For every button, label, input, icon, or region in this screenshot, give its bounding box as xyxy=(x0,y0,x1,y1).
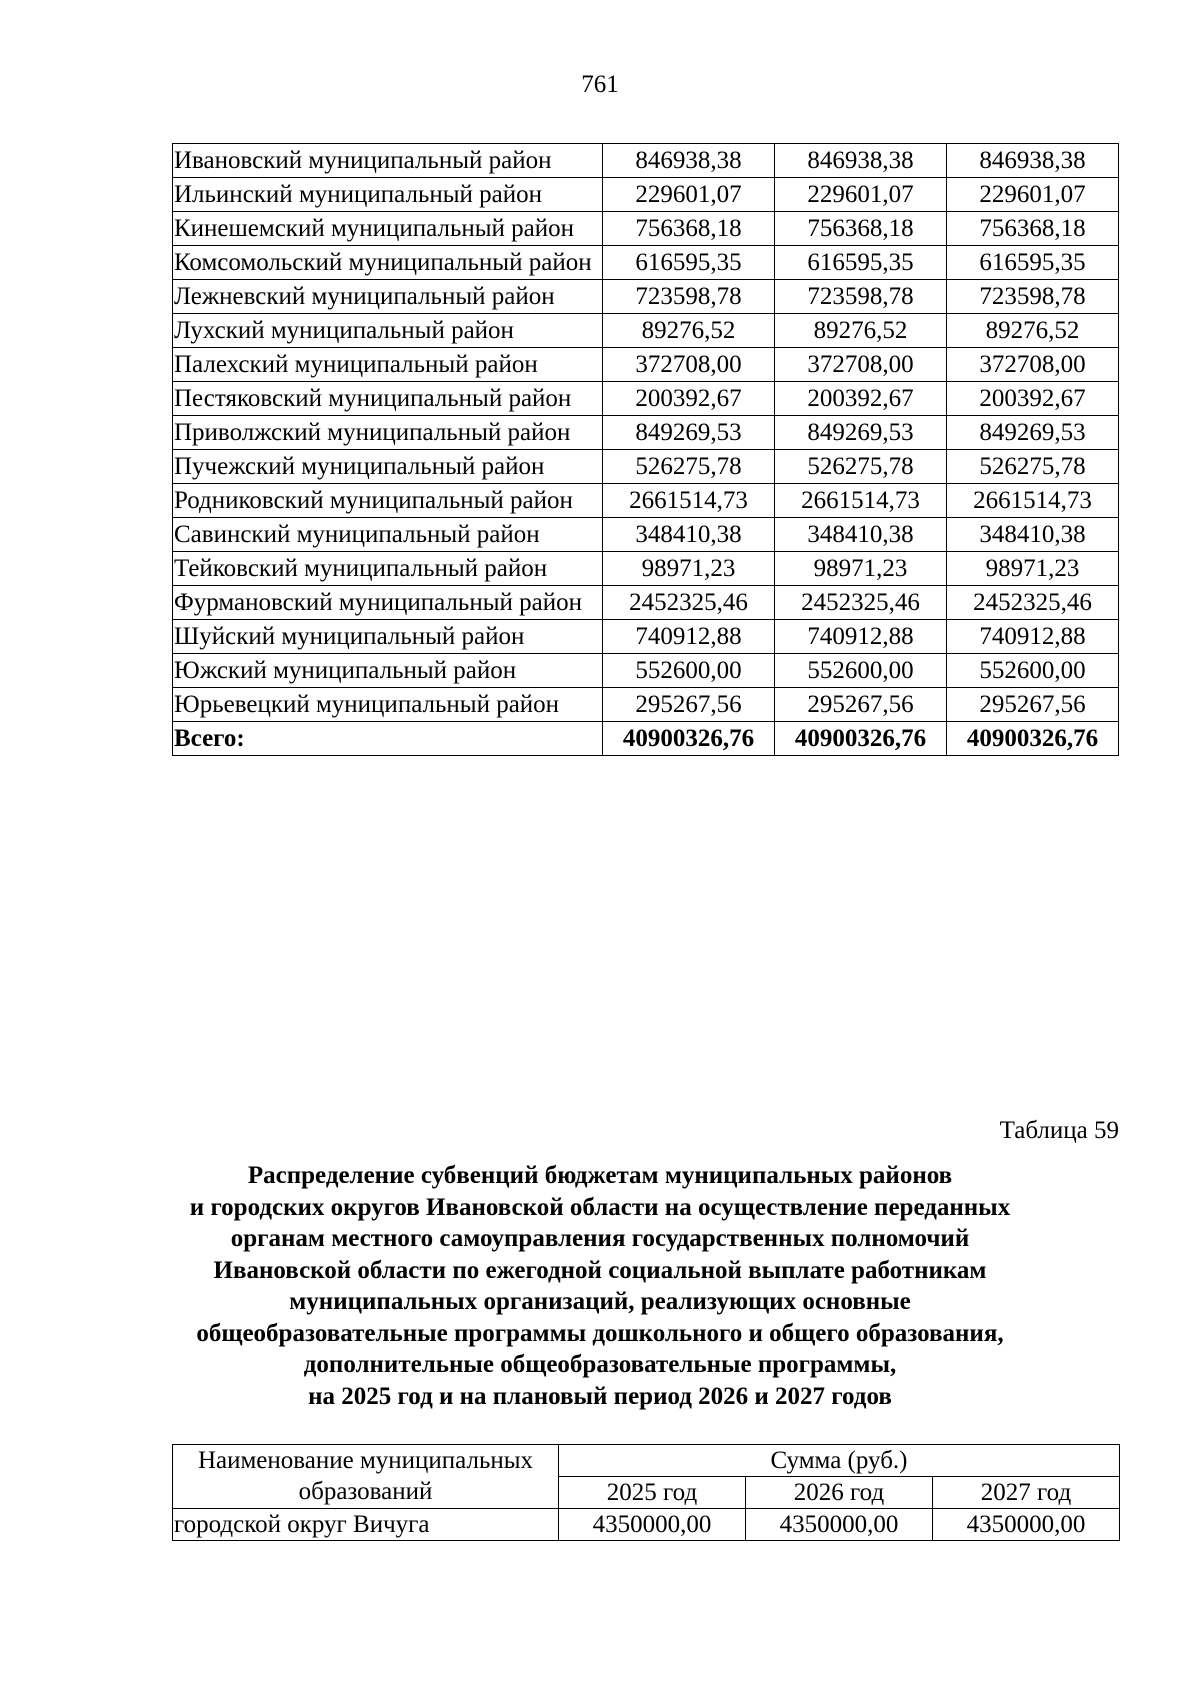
value-2027-cell: 526275,78 xyxy=(947,450,1119,484)
table-header-row xyxy=(173,1445,1120,1477)
value-2025-cell: 98971,23 xyxy=(603,552,775,586)
table-row xyxy=(173,654,1119,688)
total-2025-cell: 40900326,76 xyxy=(603,722,775,756)
value-2025-cell: 229601,07 xyxy=(603,178,775,212)
value-2025-cell: 89276,52 xyxy=(603,314,775,348)
value-2025-cell: 740912,88 xyxy=(603,620,775,654)
value-2027-cell: 4350000,00 xyxy=(933,1509,1120,1541)
table-row xyxy=(173,484,1119,518)
table-label: Таблица 59 xyxy=(999,1117,1119,1144)
value-2027-cell: 616595,35 xyxy=(947,246,1119,280)
total-row xyxy=(173,722,1119,756)
municipality-name-cell: Пучежский муниципальный район xyxy=(173,450,603,484)
value-2026-cell: 348410,38 xyxy=(775,518,947,552)
value-2025-cell: 849269,53 xyxy=(603,416,775,450)
value-2025-cell: 552600,00 xyxy=(603,654,775,688)
municipality-name-cell: Тейковский муниципальный район xyxy=(173,552,603,586)
table-title-line: Распределение субвенций бюджетам муниципальных районов xyxy=(247,1162,953,1189)
value-2027-cell: 552600,00 xyxy=(947,654,1119,688)
value-2026-cell: 846938,38 xyxy=(775,144,947,178)
value-2025-cell: 723598,78 xyxy=(603,280,775,314)
value-2027-cell: 756368,18 xyxy=(947,212,1119,246)
table-title-line: Ивановской области по ежегодной социальной выплате работникам xyxy=(213,1256,987,1284)
table-row xyxy=(173,620,1119,654)
municipality-name-cell: Шуйский муниципальный район xyxy=(173,620,603,654)
value-2026-cell: 372708,00 xyxy=(775,348,947,382)
table-row xyxy=(173,144,1119,178)
table-body xyxy=(173,144,1119,756)
table-row xyxy=(173,518,1119,552)
value-2026-cell: 756368,18 xyxy=(775,212,947,246)
header-name-column: Наименование муниципальных образований xyxy=(173,1445,559,1509)
table-title-line: общеобразовательные программы дошкольного и общего образования, xyxy=(196,1319,1004,1347)
table-row xyxy=(173,1509,1120,1541)
value-2025-cell: 295267,56 xyxy=(603,688,775,722)
total-2026-cell: 40900326,76 xyxy=(775,722,947,756)
value-2025-cell: 526275,78 xyxy=(603,450,775,484)
municipality-name-cell: Лухский муниципальный район xyxy=(173,314,603,348)
value-2025-cell: 616595,35 xyxy=(603,246,775,280)
header-year-2026: 2026 год xyxy=(746,1477,933,1509)
table-row xyxy=(173,314,1119,348)
municipality-name-cell: Родниковский муниципальный район xyxy=(173,484,603,518)
municipality-name-cell: Савинский муниципальный район xyxy=(173,518,603,552)
value-2026-cell: 2661514,73 xyxy=(775,484,947,518)
table-row xyxy=(173,586,1119,620)
municipality-name-cell: Кинешемский муниципальный район xyxy=(173,212,603,246)
value-2026-cell: 526275,78 xyxy=(775,450,947,484)
table-body xyxy=(173,1509,1120,1541)
value-2025-cell: 372708,00 xyxy=(603,348,775,382)
table-row xyxy=(173,382,1119,416)
total-label-cell: Всего: xyxy=(173,722,603,756)
value-2026-cell: 89276,52 xyxy=(775,314,947,348)
table-title-line: и городских округов Ивановской области на осуществление переданных xyxy=(189,1193,1011,1221)
value-2027-cell: 372708,00 xyxy=(947,348,1119,382)
value-2026-cell: 229601,07 xyxy=(775,178,947,212)
budget-table-continuation xyxy=(172,143,1119,756)
value-2025-cell: 348410,38 xyxy=(603,518,775,552)
table-title-line: дополнительные общеобразовательные программы, xyxy=(303,1351,897,1378)
municipality-name-cell: Юрьевецкий муниципальный район xyxy=(173,688,603,722)
value-2027-cell: 98971,23 xyxy=(947,552,1119,586)
value-2026-cell: 849269,53 xyxy=(775,416,947,450)
municipality-name-cell: Комсомольский муниципальный район xyxy=(173,246,603,280)
value-2026-cell: 4350000,00 xyxy=(746,1509,933,1541)
total-2027-cell: 40900326,76 xyxy=(947,722,1119,756)
value-2025-cell: 756368,18 xyxy=(603,212,775,246)
value-2025-cell: 4350000,00 xyxy=(559,1509,746,1541)
value-2027-cell: 723598,78 xyxy=(947,280,1119,314)
value-2026-cell: 200392,67 xyxy=(775,382,947,416)
value-2027-cell: 200392,67 xyxy=(947,382,1119,416)
value-2027-cell: 740912,88 xyxy=(947,620,1119,654)
table-row xyxy=(173,212,1119,246)
value-2027-cell: 846938,38 xyxy=(947,144,1119,178)
value-2027-cell: 2661514,73 xyxy=(947,484,1119,518)
value-2026-cell: 2452325,46 xyxy=(775,586,947,620)
value-2027-cell: 229601,07 xyxy=(947,178,1119,212)
header-year-2025: 2025 год xyxy=(559,1477,746,1509)
municipality-name-cell: Палехский муниципальный район xyxy=(173,348,603,382)
value-2025-cell: 2452325,46 xyxy=(603,586,775,620)
municipality-name-cell: городской округ Вичуга xyxy=(173,1509,559,1541)
municipality-name-cell: Приволжский муниципальный район xyxy=(173,416,603,450)
municipality-name-cell: Фурмановский муниципальный район xyxy=(173,586,603,620)
table-row xyxy=(173,416,1119,450)
table-row xyxy=(173,246,1119,280)
table-title-line: на 2025 год и на плановый период 2026 и 2027 годов xyxy=(308,1382,892,1410)
municipality-name-cell: Ильинский муниципальный район xyxy=(173,178,603,212)
table-title xyxy=(160,1160,1040,1412)
table-row xyxy=(173,552,1119,586)
value-2025-cell: 200392,67 xyxy=(603,382,775,416)
table-59 xyxy=(172,1444,1120,1541)
header-year-2027: 2027 год xyxy=(933,1477,1120,1509)
municipality-name-cell: Южский муниципальный район xyxy=(173,654,603,688)
value-2027-cell: 89276,52 xyxy=(947,314,1119,348)
value-2025-cell: 2661514,73 xyxy=(603,484,775,518)
value-2026-cell: 723598,78 xyxy=(775,280,947,314)
value-2026-cell: 98971,23 xyxy=(775,552,947,586)
header-sum-column: Сумма (руб.) xyxy=(559,1445,1120,1477)
municipality-name-cell: Пестяковский муниципальный район xyxy=(173,382,603,416)
value-2027-cell: 295267,56 xyxy=(947,688,1119,722)
value-2027-cell: 849269,53 xyxy=(947,416,1119,450)
value-2026-cell: 552600,00 xyxy=(775,654,947,688)
municipality-name-cell: Ивановский муниципальный район xyxy=(173,144,603,178)
value-2027-cell: 2452325,46 xyxy=(947,586,1119,620)
value-2026-cell: 740912,88 xyxy=(775,620,947,654)
municipality-name-cell: Лежневский муниципальный район xyxy=(173,280,603,314)
value-2025-cell: 846938,38 xyxy=(603,144,775,178)
table-row xyxy=(173,348,1119,382)
table-row xyxy=(173,450,1119,484)
value-2026-cell: 295267,56 xyxy=(775,688,947,722)
table-row xyxy=(173,688,1119,722)
table-row xyxy=(173,280,1119,314)
value-2026-cell: 616595,35 xyxy=(775,246,947,280)
table-row xyxy=(173,178,1119,212)
page-number: 761 xyxy=(581,71,619,98)
value-2027-cell: 348410,38 xyxy=(947,518,1119,552)
table-title-line: муниципальных организаций, реализующих основные xyxy=(289,1288,911,1315)
table-title-line: органам местного самоуправления государственных полномочий xyxy=(230,1225,970,1252)
